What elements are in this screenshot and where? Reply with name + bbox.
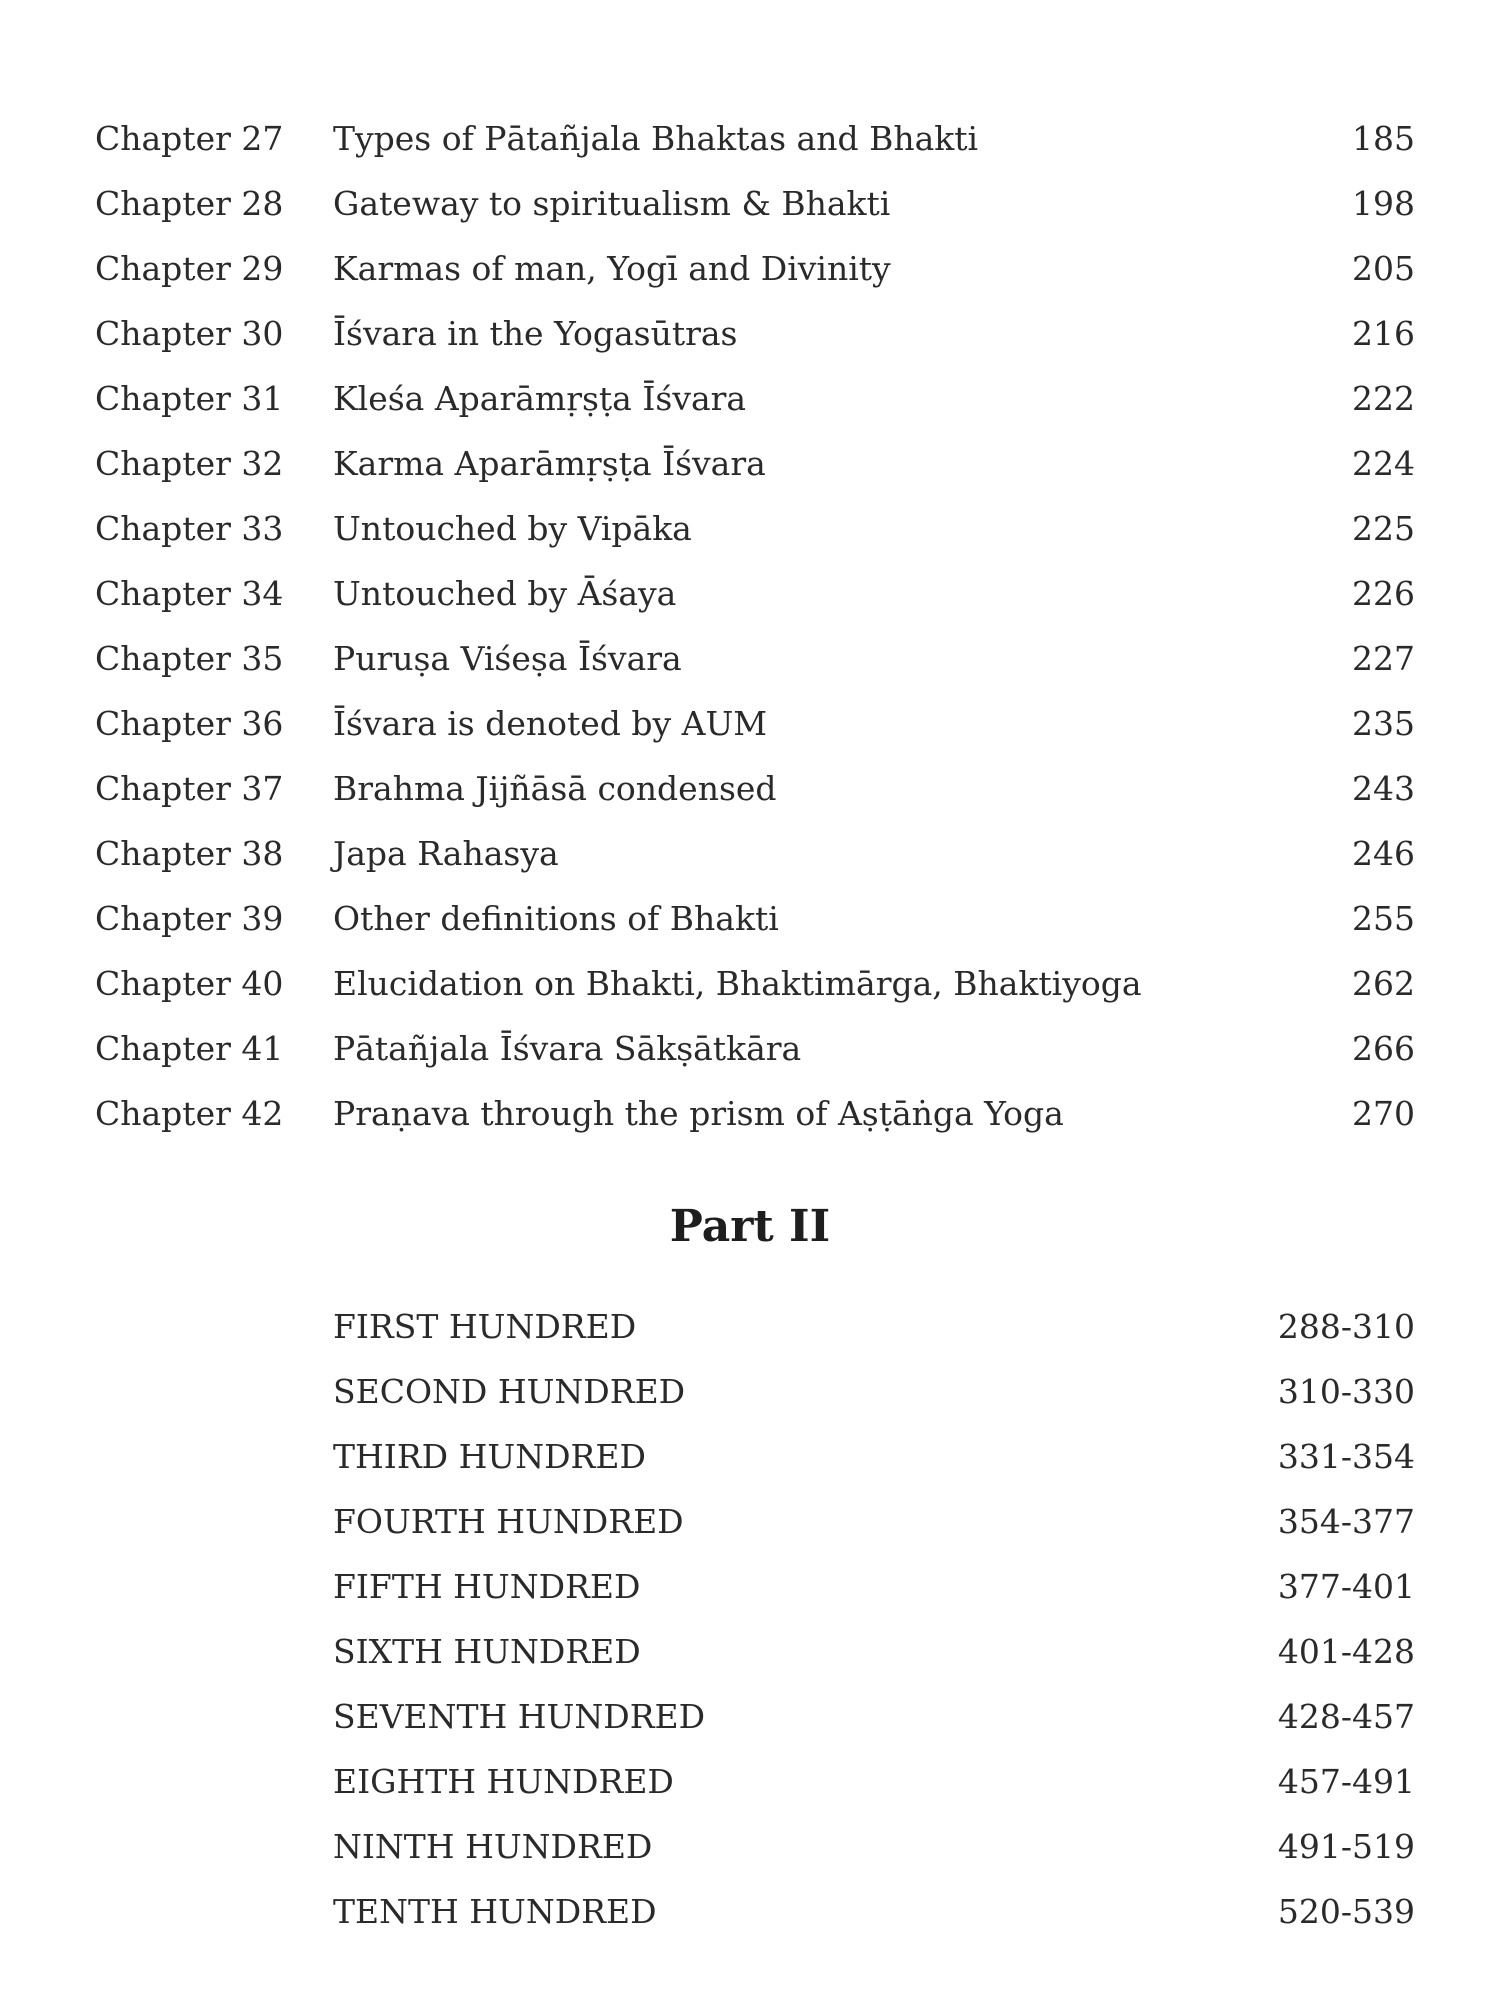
chapter-label: Chapter 39 [95,899,284,938]
chapter-title: Gateway to spiritualism & Bhakti [333,184,891,223]
chapter-page: 224 [1352,444,1415,483]
section-title: SIXTH HUNDRED [333,1632,641,1671]
chapter-title: Untouched by Āśaya [333,574,677,613]
section-title: NINTH HUNDRED [333,1827,653,1866]
toc-row [333,1619,1415,1684]
chapter-label: Chapter 34 [95,574,284,613]
chapter-label: Chapter 35 [95,639,284,678]
chapter-title: Īśvara in the Yogasūtras [333,314,738,353]
chapter-title: Other definitions of Bhakti [333,899,779,938]
chapter-label: Chapter 40 [95,964,284,1003]
chapter-label: Chapter 31 [95,379,284,418]
section-pages: 491-519 [1277,1827,1415,1866]
chapter-title: Karmas of man, Yogī and Divinity [333,249,891,288]
section-pages: 520-539 [1277,1892,1415,1931]
chapter-page: 255 [1352,899,1415,938]
toc-row [95,301,1415,366]
chapter-title: Praṇava through the prism of Aṣṭāṅga Yoga [333,1094,1064,1133]
toc-row [95,1016,1415,1081]
chapter-title: Pātañjala Īśvara Sākṣātkāra [333,1029,802,1068]
chapter-list [95,106,1415,1146]
toc-row [333,1294,1415,1359]
toc-row [95,951,1415,1016]
toc-row [333,1554,1415,1619]
part-heading: Part II [669,1201,831,1252]
chapter-page: 205 [1352,249,1415,288]
section-title: EIGHTH HUNDRED [333,1762,674,1801]
section-pages: 310-330 [1277,1372,1415,1411]
chapter-label: Chapter 36 [95,704,284,743]
section-title: FIRST HUNDRED [333,1307,637,1346]
toc-row [95,756,1415,821]
section-title: SECOND HUNDRED [333,1372,686,1411]
chapter-page: 185 [1352,119,1415,158]
chapter-page: 226 [1352,574,1415,613]
chapter-title: Brahma Jijñāsā condensed [333,769,777,808]
section-title: FOURTH HUNDRED [333,1502,684,1541]
chapter-page: 262 [1352,964,1415,1003]
chapter-label: Chapter 41 [95,1029,284,1068]
chapter-page: 216 [1352,314,1415,353]
toc-row [333,1489,1415,1554]
chapter-label: Chapter 42 [95,1094,284,1133]
toc-row [95,561,1415,626]
chapter-label: Chapter 33 [95,509,284,548]
chapter-title: Karma Aparāmṛṣṭa Īśvara [333,444,766,483]
chapter-page: 243 [1352,769,1415,808]
chapter-title: Kleśa Aparāmṛṣṭa Īśvara [333,379,747,418]
section-pages: 457-491 [1277,1762,1415,1801]
toc-row [95,366,1415,431]
toc-row [333,1424,1415,1489]
chapter-title: Types of Pātañjala Bhaktas and Bhakti [333,119,979,158]
hundreds-list [333,1294,1415,1944]
chapter-page: 235 [1352,704,1415,743]
toc-row [95,1081,1415,1146]
section-pages: 401-428 [1277,1632,1415,1671]
section-title: SEVENTH HUNDRED [333,1697,706,1736]
chapter-page: 266 [1352,1029,1415,1068]
toc-row [95,496,1415,561]
section-pages: 331-354 [1277,1437,1415,1476]
section-title: THIRD HUNDRED [333,1437,646,1476]
section-pages: 377-401 [1277,1567,1415,1606]
section-pages: 288-310 [1277,1307,1415,1346]
chapter-page: 222 [1352,379,1415,418]
toc-row [95,106,1415,171]
toc-row [95,691,1415,756]
chapter-page: 270 [1352,1094,1415,1133]
toc-row [95,431,1415,496]
chapter-page: 225 [1352,509,1415,548]
toc-row [333,1684,1415,1749]
section-pages: 428-457 [1277,1697,1415,1736]
chapter-title: Untouched by Vipāka [333,509,692,548]
toc-row [95,626,1415,691]
chapter-page: 246 [1352,834,1415,873]
toc-row [95,171,1415,236]
toc-row [95,236,1415,301]
toc-row [95,886,1415,951]
chapter-label: Chapter 29 [95,249,284,288]
toc-row [333,1749,1415,1814]
chapter-label: Chapter 27 [95,119,284,158]
chapter-title: Japa Rahasya [333,834,559,873]
toc-row [333,1879,1415,1944]
chapter-title: Elucidation on Bhakti, Bhaktimārga, Bhaktiyoga [333,964,1142,1003]
chapter-page: 227 [1352,639,1415,678]
section-pages: 354-377 [1277,1502,1415,1541]
chapter-title: Puruṣa Viśeṣa Īśvara [333,639,682,678]
toc-row [333,1814,1415,1879]
chapter-label: Chapter 30 [95,314,284,353]
section-title: TENTH HUNDRED [333,1892,657,1931]
chapter-label: Chapter 38 [95,834,284,873]
chapter-title: Īśvara is denoted by AUM [333,704,768,743]
chapter-label: Chapter 28 [95,184,284,223]
chapter-label: Chapter 37 [95,769,284,808]
chapter-page: 198 [1352,184,1415,223]
toc-row [95,821,1415,886]
toc-row [333,1359,1415,1424]
section-title: FIFTH HUNDRED [333,1567,641,1606]
chapter-label: Chapter 32 [95,444,284,483]
